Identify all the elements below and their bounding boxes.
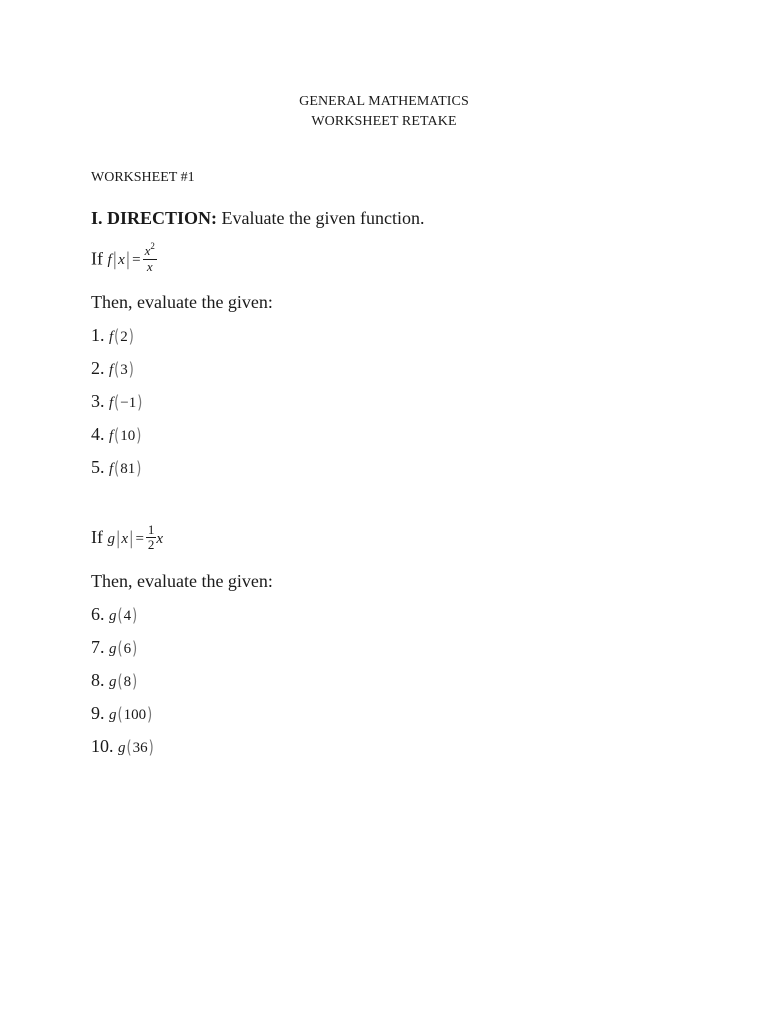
item-expression: f(−1) xyxy=(109,393,143,414)
item-number: 9. xyxy=(91,703,105,723)
item-expression: f(3) xyxy=(109,360,134,381)
item-number: 7. xyxy=(91,637,105,657)
then-evaluate-f: Then, evaluate the given: xyxy=(91,292,273,312)
item-number: 8. xyxy=(91,670,105,690)
evaluation-item xyxy=(91,424,142,445)
evaluation-item xyxy=(91,637,138,658)
item-expression: g(100) xyxy=(109,705,153,726)
item-expression: f(81) xyxy=(109,459,142,480)
item-expression: g(4) xyxy=(109,606,138,627)
item-expression: f(2) xyxy=(109,327,134,348)
item-number: 5. xyxy=(91,457,105,477)
fraction: $\frac{1}{2}$ xyxy=(147,522,155,552)
if-word: If xyxy=(91,248,103,269)
function-g-definition xyxy=(91,522,164,554)
function-f-definition xyxy=(91,241,157,276)
direction-prefix: I. DIRECTION: xyxy=(91,208,218,228)
evaluation-item xyxy=(91,604,138,625)
evaluation-item xyxy=(91,457,142,478)
item-argument: 81 xyxy=(120,461,136,477)
item-expression: g(36) xyxy=(118,738,154,759)
evaluation-item xyxy=(91,670,138,691)
function-expression: g|x| = $\frac{1}{2}$ x xyxy=(107,522,164,552)
item-argument: 3 xyxy=(120,362,128,378)
if-word: If xyxy=(91,526,103,547)
evaluation-item xyxy=(91,736,155,757)
direction-text: Evaluate the given function. xyxy=(217,208,425,228)
evaluation-item xyxy=(91,391,143,412)
evaluation-item xyxy=(91,325,135,346)
item-expression: g(6) xyxy=(109,639,138,660)
item-argument: 8 xyxy=(123,674,132,690)
then-evaluate-g: Then, evaluate the given: xyxy=(91,571,273,591)
fraction: $\frac{x^2}{x}$ xyxy=(144,241,155,274)
item-number: 10. xyxy=(91,736,114,756)
document-subtitle: WORKSHEET RETAKE xyxy=(311,114,457,129)
item-number: 2. xyxy=(91,358,105,378)
evaluation-item xyxy=(91,358,135,379)
direction-instruction xyxy=(91,208,424,229)
item-number: 4. xyxy=(91,424,105,444)
evaluation-item xyxy=(91,703,153,724)
item-argument: 6 xyxy=(123,641,132,657)
item-argument: 4 xyxy=(123,608,132,624)
document-title: GENERAL MATHEMATICS xyxy=(299,94,469,109)
item-argument: −1 xyxy=(120,395,137,411)
item-argument: 2 xyxy=(120,329,128,345)
item-expression: g(8) xyxy=(109,672,138,693)
item-number: 1. xyxy=(91,325,105,345)
item-argument: 100 xyxy=(123,707,147,723)
item-expression: f(10) xyxy=(109,426,142,447)
item-number: 3. xyxy=(91,391,105,411)
worksheet-label: WORKSHEET #1 xyxy=(91,170,195,185)
item-number: 6. xyxy=(91,604,105,624)
function-expression: f|x| = $\frac{x^2}{x}$ xyxy=(107,241,155,274)
item-argument: 36 xyxy=(132,740,148,756)
item-argument: 10 xyxy=(120,428,136,444)
